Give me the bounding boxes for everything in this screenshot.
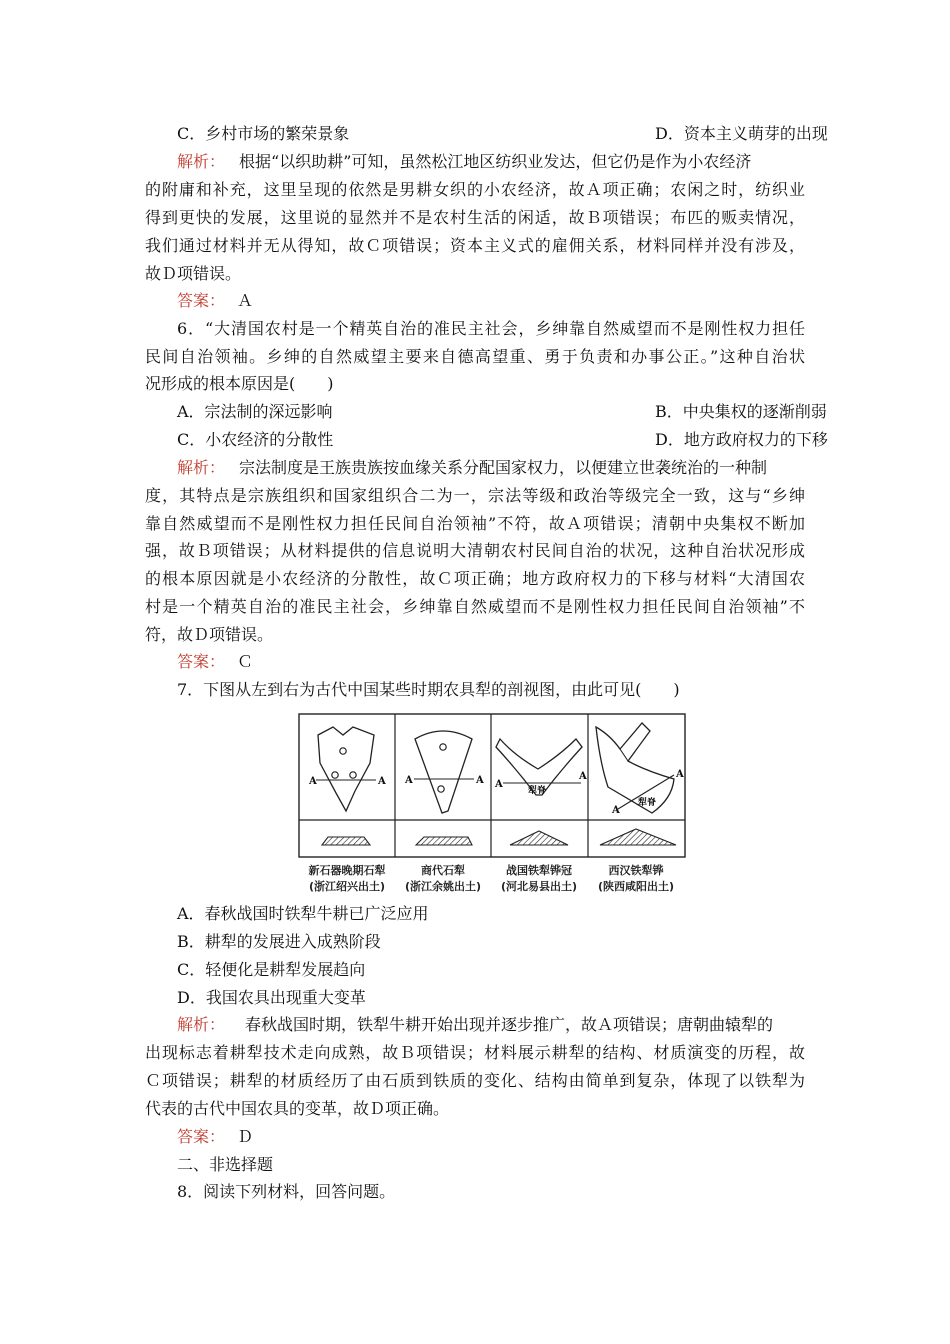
answer-label: 答案： — [177, 291, 226, 310]
q6-analysis-first — [177, 458, 837, 478]
q6-analysis-line: 村是一个精英自治的准民主社会，乡绅靠自然威望而不是刚性权力担任民间自治领袖”不 — [145, 597, 805, 616]
section-label-a: A — [405, 775, 413, 786]
caption-origin: (浙江绍兴出土) — [308, 880, 386, 893]
q6-option-b: B．中央集权的逐渐削弱 — [655, 402, 827, 421]
q5-analysis-first — [177, 152, 837, 172]
q5-options-cd — [177, 124, 837, 144]
q5-option-c: C．乡村市场的繁荣景象 — [177, 124, 350, 143]
q6-stem-line: 况形成的根本原因是( ) — [145, 374, 334, 393]
plough-shang-stone — [404, 731, 484, 845]
q6-analysis-line: 的根本原因就是小农经济的分散性，故Ｃ项正确；地方政府权力的下移与材料“大清国农 — [145, 569, 805, 588]
answer-label: 答案： — [177, 1127, 226, 1146]
ridge-label: 犁脊 — [528, 786, 547, 796]
q7-option-b: B．耕犁的发展进入成熟阶段 — [177, 932, 381, 951]
q5-analysis-line: 得到更快的发展，这里说的显然并不是农村生活的闲适，故Ｂ项错误；布匹的贩卖情况， — [145, 208, 805, 227]
ridge-label: 犁脊 — [638, 798, 657, 808]
q5-option-d: D．资本主义萌芽的出现 — [655, 124, 828, 143]
analysis-label: 解析： — [177, 1015, 226, 1034]
q6-analysis-line: 靠自然威望而不是刚性权力担任民间自治领袖”不符，故Ａ项错误；清朝中央集权不断加 — [145, 514, 805, 533]
plough-warring-states-iron-cap — [494, 739, 587, 845]
q5-answer-value: Ａ — [237, 291, 254, 310]
q7-stem: 7．下图从左到右为古代中国某些时期农具犁的剖视图，由此可见( ) — [177, 680, 680, 699]
plough-western-han-iron-share — [596, 723, 684, 845]
caption-name: 西汉铁犁铧 — [608, 864, 664, 877]
q6-stem-line: 民间自治领袖。乡绅的自然威望主要来自德高望重、勇于负责和办事公正。”这种自治状 — [145, 347, 805, 366]
caption-origin: (河北易县出土) — [500, 880, 578, 893]
q6-options-ab — [177, 402, 837, 422]
section-heading: 二、非选择题 — [177, 1155, 274, 1174]
section-label-a: A — [676, 769, 684, 780]
q7-analysis-line: 出现标志着耕犁技术走向成熟，故Ｂ项错误；材料展示耕犁的结构、材质演变的历程，故 — [145, 1043, 805, 1062]
analysis-label: 解析： — [177, 152, 226, 171]
q7-analysis-line: 春秋战国时期，铁犁牛耕开始出现并逐步推广，故Ａ项错误；唐朝曲辕犁的 — [245, 1015, 774, 1034]
plough-neolithic-stone — [308, 727, 386, 845]
q7-option-c: C．轻便化是耕犁发展趋向 — [177, 960, 366, 979]
q7-analysis-line: Ｃ项错误；耕犁的材质经历了由石质到铁质的变化、结构由简单到复杂，体现了以铁犁为 — [145, 1071, 805, 1090]
q5-answer — [177, 291, 837, 311]
caption-origin: (陕西咸阳出土) — [597, 880, 675, 893]
answer-label: 答案： — [177, 652, 226, 671]
analysis-label: 解析： — [177, 458, 226, 477]
section-label-a: A — [476, 775, 484, 786]
section-label-a: A — [309, 776, 317, 787]
plough-cross-section-figure — [298, 713, 686, 910]
q6-option-a: A．宗法制的深远影响 — [177, 402, 333, 421]
q6-analysis-line: 符，故Ｄ项错误。 — [145, 625, 274, 644]
q7-answer-value: Ｄ — [237, 1127, 254, 1146]
q6-answer-value: Ｃ — [237, 652, 254, 671]
q7-option-d: D．我国农具出现重大变革 — [177, 988, 366, 1007]
q5-analysis-line: 根据“以织助耕”可知，虽然松江地区纺织业发达，但它仍是作为小农经济 — [239, 152, 752, 171]
q6-analysis-line: 强，故Ｂ项错误；从材料提供的信息说明大清朝农村民间自治的状况，这种自治状况形成 — [145, 541, 805, 560]
caption-name: 新石器晚期石犁 — [308, 864, 386, 877]
q6-options-cd — [177, 430, 837, 450]
q7-analysis-line: 代表的古代中国农具的变革，故Ｄ项正确。 — [145, 1099, 450, 1118]
caption-name: 战国铁犁铧冠 — [506, 864, 572, 877]
q5-analysis-line: 我们通过材料并无从得知，故Ｃ项错误；资本主义式的雇佣关系，材料同样并没有涉及， — [145, 236, 805, 255]
section-label-a: A — [378, 776, 386, 787]
q6-analysis-line: 宗法制度是王族贵族按血缘关系分配国家权力，以便建立世袭统治的一种制 — [239, 458, 768, 477]
q7-analysis-first — [177, 1015, 837, 1035]
q6-option-d: D．地方政府权力的下移 — [655, 430, 828, 449]
q8-stem: 8．阅读下列材料，回答问题。 — [177, 1182, 396, 1201]
q5-analysis-line: 故Ｄ项错误。 — [145, 264, 242, 283]
q6-option-c: C．小农经济的分散性 — [177, 430, 334, 449]
q5-analysis-line: 的附庸和补充，这里呈现的依然是男耕女织的小农经济，故Ａ项正确；农闲之时，纺织业 — [145, 180, 805, 199]
q6-analysis-line: 度，其特点是宗族组织和国家组织合二为一，宗法等级和政治等级完全一致，这与“乡绅 — [145, 486, 805, 505]
caption-name: 商代石犁 — [421, 864, 465, 877]
section-label-a: A — [612, 805, 620, 816]
caption-origin: (浙江余姚出土) — [404, 880, 482, 893]
q6-answer — [177, 652, 837, 672]
q6-stem-line: 6．“大清国农村是一个精英自治的准民主社会，乡绅靠自然威望而不是刚性权力担任 — [177, 319, 805, 338]
q7-option-a: A．春秋战国时铁犁牛耕已广泛应用 — [177, 904, 429, 923]
section-label-a: A — [579, 771, 587, 782]
q7-answer — [177, 1127, 837, 1147]
section-label-a: A — [495, 779, 503, 790]
